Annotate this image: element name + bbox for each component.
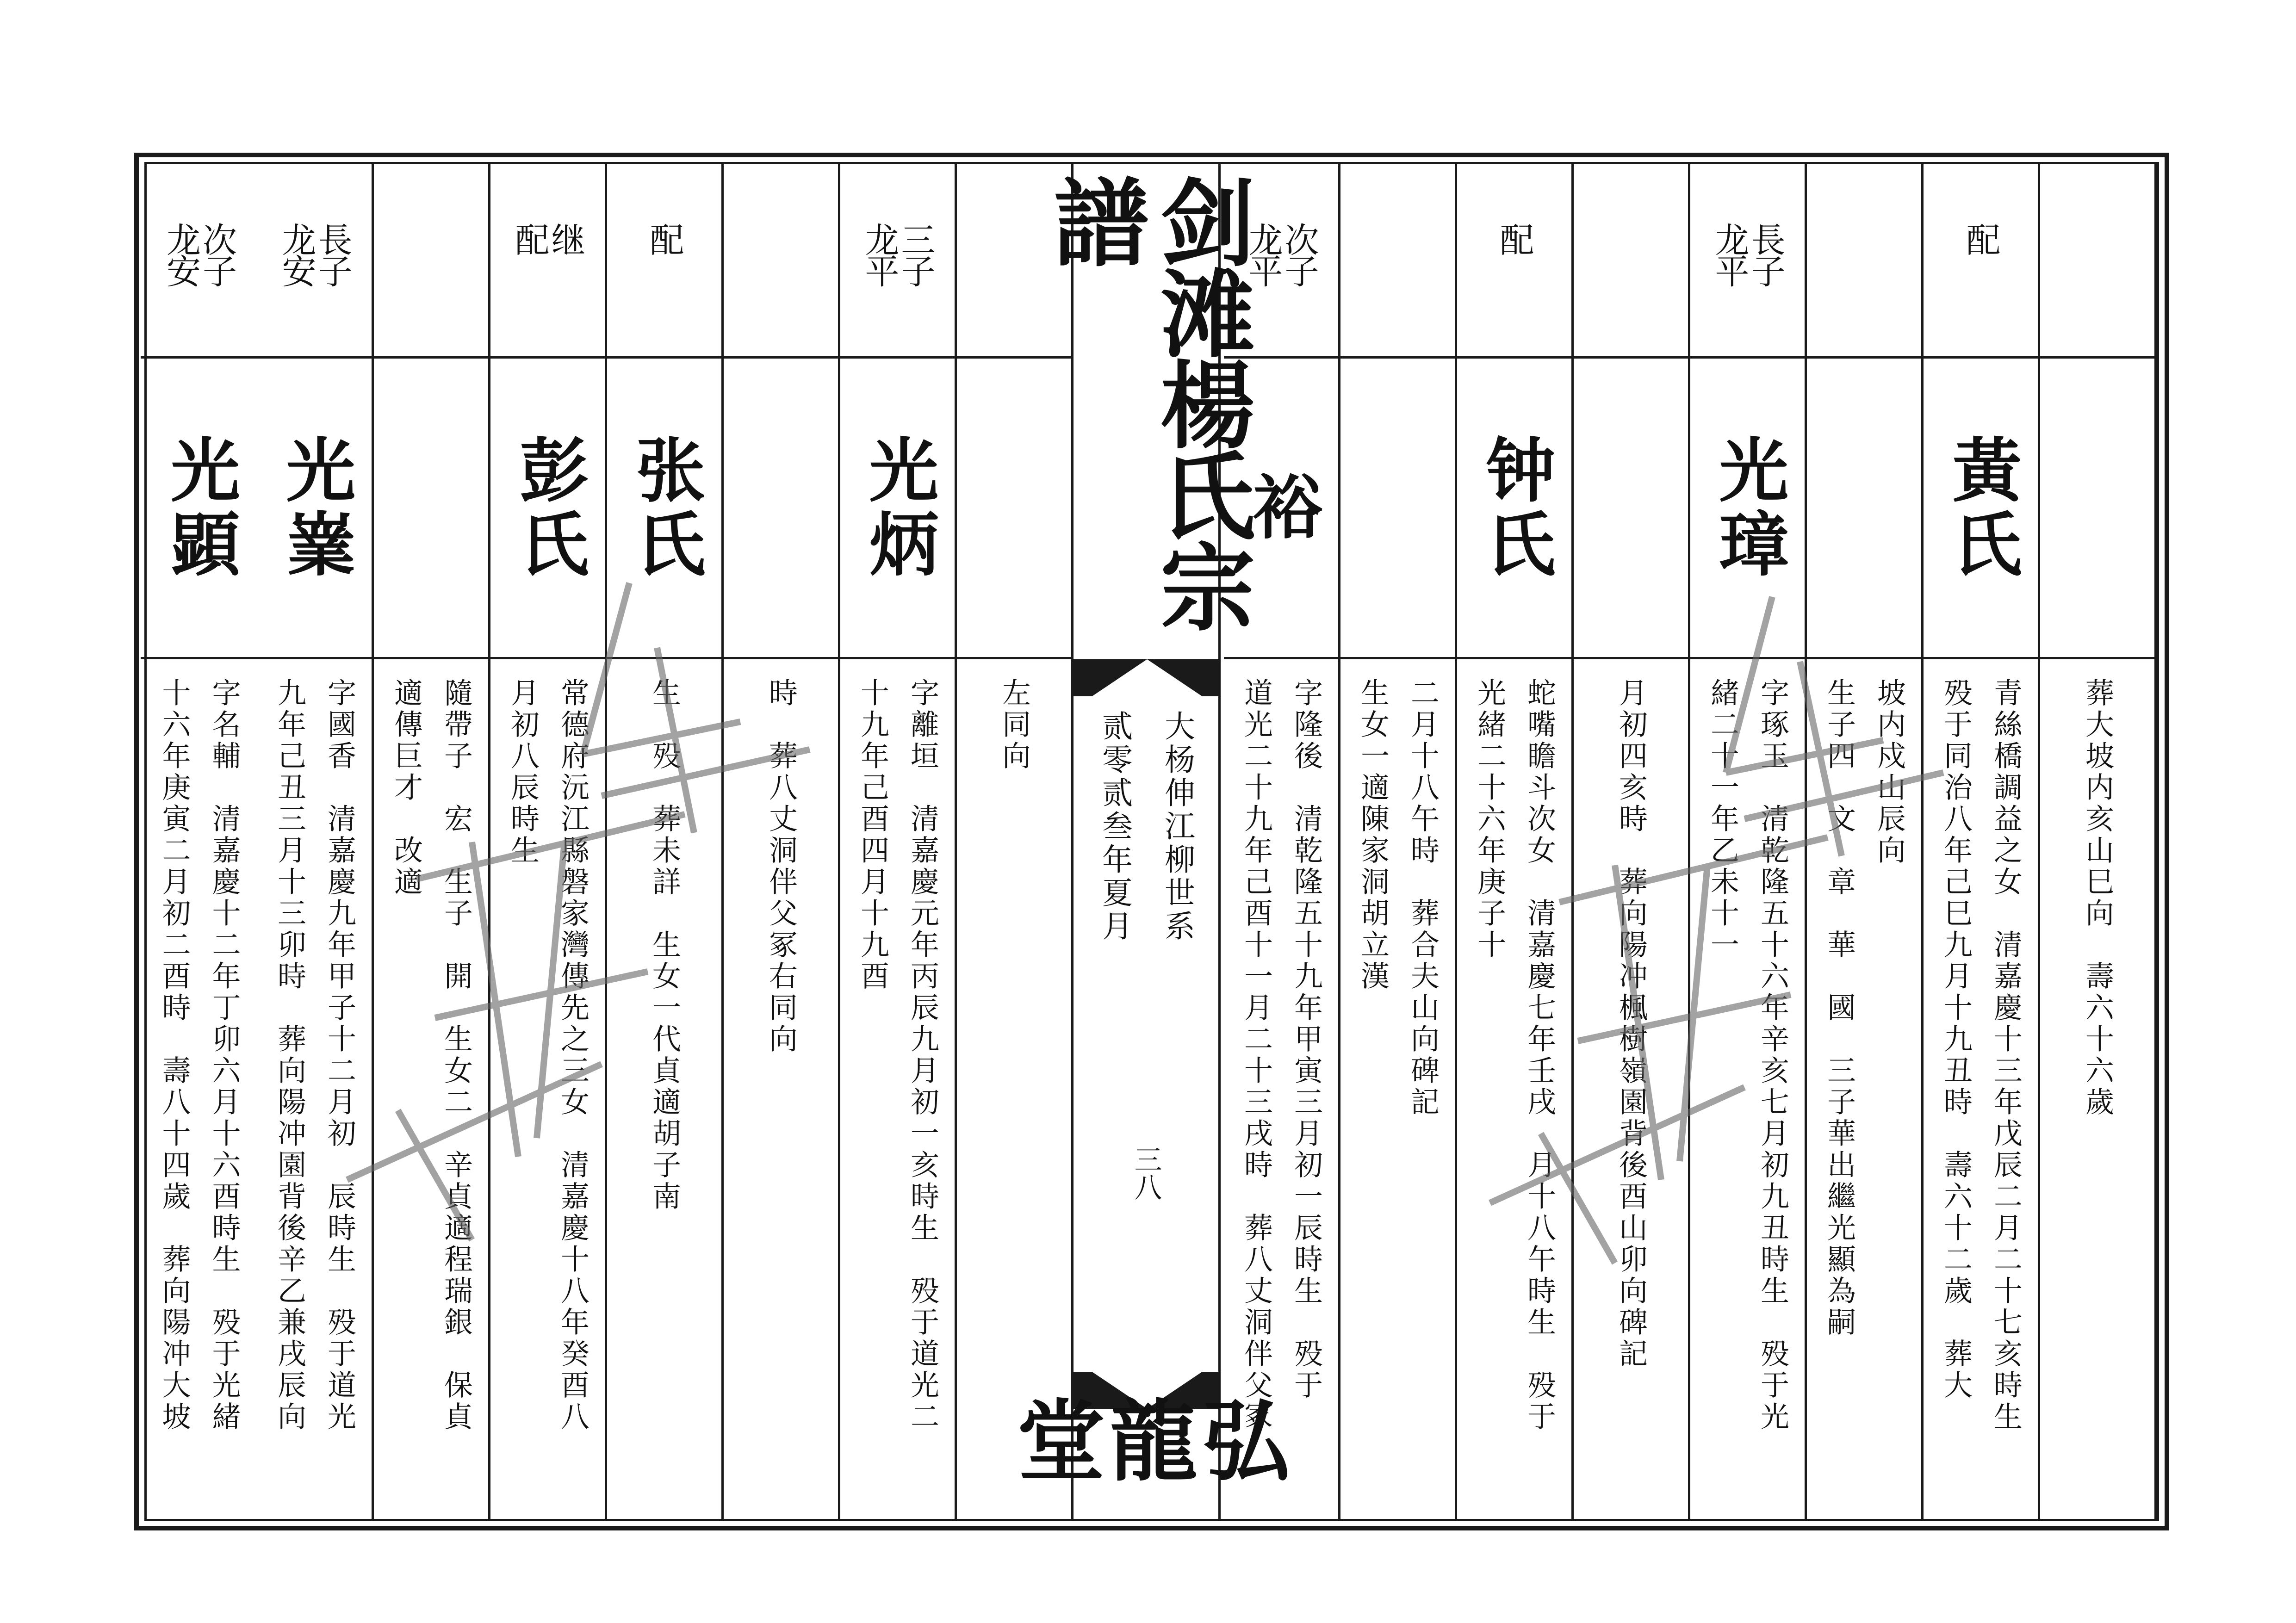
relation-cell (141, 164, 257, 359)
name-cell (1807, 359, 1921, 659)
detail-line: 十六年庚寅二月初二酉時 壽八十四歲 葬向陽冲大坡 (157, 678, 191, 1433)
detail-line: 緒二十一年乙未十一 (1706, 678, 1740, 961)
genealogy-column (374, 164, 490, 1519)
detail-line: 月初八辰時生 (506, 678, 540, 867)
page-number: 三八 (1129, 1145, 1162, 1201)
relation-label: 次子 (1279, 222, 1319, 285)
branch-label: 大杨伸江柳世系 (1159, 710, 1195, 943)
detail-line: 字隆後 清乾隆五十九年甲寅三月初一辰時生 殁于 (1289, 678, 1323, 1401)
detail-line: 字國香 清嘉慶九年甲子十二月初 辰時生 殁于道光 (323, 678, 357, 1433)
relation-label: 長子 (312, 222, 353, 285)
detail-line: 適傳巨才 改適 (389, 678, 423, 898)
detail-line: 生 殁 葬未詳 生女一代貞適胡子南 (647, 678, 682, 1213)
detail-cell (1574, 659, 1688, 1519)
detail-cell (257, 659, 372, 1519)
detail-cell (490, 659, 605, 1519)
detail-line: 坡内戍山辰向 (1872, 678, 1906, 867)
relation-cell (1924, 164, 2038, 359)
name-cell (1457, 359, 1571, 659)
relation-label: 配 (509, 222, 550, 254)
name-cell (2040, 359, 2154, 659)
name-cell (490, 359, 605, 659)
name-cell (141, 359, 257, 659)
relation-cell (607, 164, 721, 359)
detail-cell (840, 659, 955, 1519)
genealogy-column (141, 164, 257, 1519)
relation-cell (257, 164, 372, 359)
detail-line: 青絲橋調益之女 清嘉慶十三年戊辰二月二十七亥時生 (1989, 678, 2023, 1433)
relation-label: 配 (644, 222, 684, 254)
relation-cell (374, 164, 488, 359)
name-cell (374, 359, 488, 659)
relation-label: 继 (546, 222, 586, 254)
detail-line: 隨帶子 宏 生子 開 生女二 辛貞適程瑞銀 保貞 (439, 678, 473, 1433)
genealogy-column (1924, 164, 2040, 1519)
detail-line: 時 葬八丈洞伴父冢右同向 (764, 678, 798, 1055)
detail-line: 道光二十九年己酉十一月二十三戌時 葬八丈洞伴父冢 (1239, 678, 1273, 1433)
person-name: 光璋 (1707, 434, 1788, 582)
person-name: 光炳 (857, 434, 938, 582)
name-cell (1574, 359, 1688, 659)
genealogy-column (1340, 164, 1457, 1519)
name-cell (1924, 359, 2038, 659)
relation-cell (2040, 164, 2154, 359)
relation-label: 三子 (895, 222, 936, 285)
detail-cell (607, 659, 721, 1519)
detail-line: 生子四 文 章 華 國 三子華出繼光顯為嗣 (1822, 678, 1856, 1338)
detail-line: 二月十八午時 葬合夫山向碑記 (1406, 678, 1440, 1118)
genealogy-column (2040, 164, 2157, 1519)
detail-line: 生女一適陳家洞胡立漢 (1356, 678, 1390, 992)
person-name: 光嶪 (274, 434, 355, 582)
hall-name: 弘龍堂 (1002, 1395, 1290, 1483)
detail-line: 字離垣 清嘉慶元年丙辰九月初一亥時生 殁于道光二 (906, 678, 940, 1433)
relation-label: 配 (1494, 222, 1534, 254)
relation-label: 長子 (1745, 222, 1786, 285)
genealogy-column (1690, 164, 1807, 1519)
relation-cell (724, 164, 838, 359)
name-cell (1690, 359, 1805, 659)
detail-line: 月初四亥時 葬向陽冲楓樹嶺園背後酉山卯向碑記 (1614, 678, 1648, 1370)
person-name: 黃氏 (1940, 434, 2021, 582)
detail-cell (1340, 659, 1455, 1519)
detail-line: 蛇嘴瞻斗次女 清嘉慶七年壬戌 月十八午時生 殁于 (1522, 678, 1557, 1433)
name-cell (724, 359, 838, 659)
relation-label: 龙平 (1709, 222, 1750, 285)
genealogy-column (1574, 164, 1690, 1519)
genealogy-column (490, 164, 607, 1519)
genealogy-column (724, 164, 840, 1519)
person-name: 光顕 (159, 434, 239, 582)
detail-line: 左同向 (997, 678, 1031, 772)
relation-label: 次子 (197, 222, 237, 285)
detail-cell (957, 659, 1071, 1519)
name-cell (1340, 359, 1455, 659)
detail-line: 光緒二十六年庚子十 (1472, 678, 1507, 961)
name-cell (840, 359, 955, 659)
genealogy-column (257, 164, 374, 1519)
detail-cell (2040, 659, 2154, 1519)
relation-label: 龙平 (1243, 222, 1283, 285)
detail-line: 字琢玉 清乾隆五十六年辛亥七月初九丑時生 殁于光 (1756, 678, 1790, 1433)
genealogy-column (607, 164, 724, 1519)
relation-cell (1807, 164, 1921, 359)
detail-cell (1807, 659, 1921, 1519)
relation-label: 龙平 (859, 222, 900, 285)
detail-line: 字名輔 清嘉慶十二年丁卯六月十六酉時生 殁于光緒 (207, 678, 241, 1433)
detail-line: 常德府沅江縣磐家灣傳先之三女 清嘉慶十八年癸酉八 (556, 678, 590, 1433)
detail-cell (724, 659, 838, 1519)
person-name: 裕 (1241, 471, 1322, 545)
relation-label: 龙安 (161, 222, 201, 285)
date-label: 贰零贰叁年夏月 (1097, 710, 1133, 943)
detail-line: 葬大坡内亥山巳向 壽六十六歲 (2080, 678, 2115, 1118)
band-notch-top (1092, 659, 1202, 696)
person-name: 张氏 (624, 434, 705, 582)
detail-line: 九年己丑三月十三卯時 葬向陽冲園背後辛乙兼戌辰向 (273, 678, 307, 1433)
relation-cell (490, 164, 605, 359)
relation-label: 配 (1961, 222, 2001, 254)
person-name: 彭氏 (507, 434, 588, 582)
name-cell (607, 359, 721, 659)
genealogy-column (840, 164, 957, 1519)
detail-cell (141, 659, 257, 1519)
relation-label: 龙安 (276, 222, 316, 285)
detail-cell (374, 659, 488, 1519)
relation-cell (1457, 164, 1571, 359)
detail-cell (1224, 659, 1338, 1519)
spine-info (1074, 696, 1218, 1395)
detail-cell (1457, 659, 1571, 1519)
detail-line: 殁于同治八年己巳九月十九丑時 壽六十二歲 葬大 (1939, 678, 1973, 1401)
genealogy-title: 剑滩楊氏宗譜 (1037, 173, 1254, 629)
genealogy-column (1457, 164, 1574, 1519)
relation-cell (1690, 164, 1805, 359)
relation-cell (840, 164, 955, 359)
name-cell (257, 359, 372, 659)
detail-cell (1690, 659, 1805, 1519)
detail-line: 十九年己酉四月十九酉 (856, 678, 890, 992)
genealogy-column (1807, 164, 1924, 1519)
detail-cell (1924, 659, 2038, 1519)
relation-cell (1574, 164, 1688, 359)
person-name: 钟氏 (1474, 434, 1555, 582)
relation-cell (1340, 164, 1455, 359)
